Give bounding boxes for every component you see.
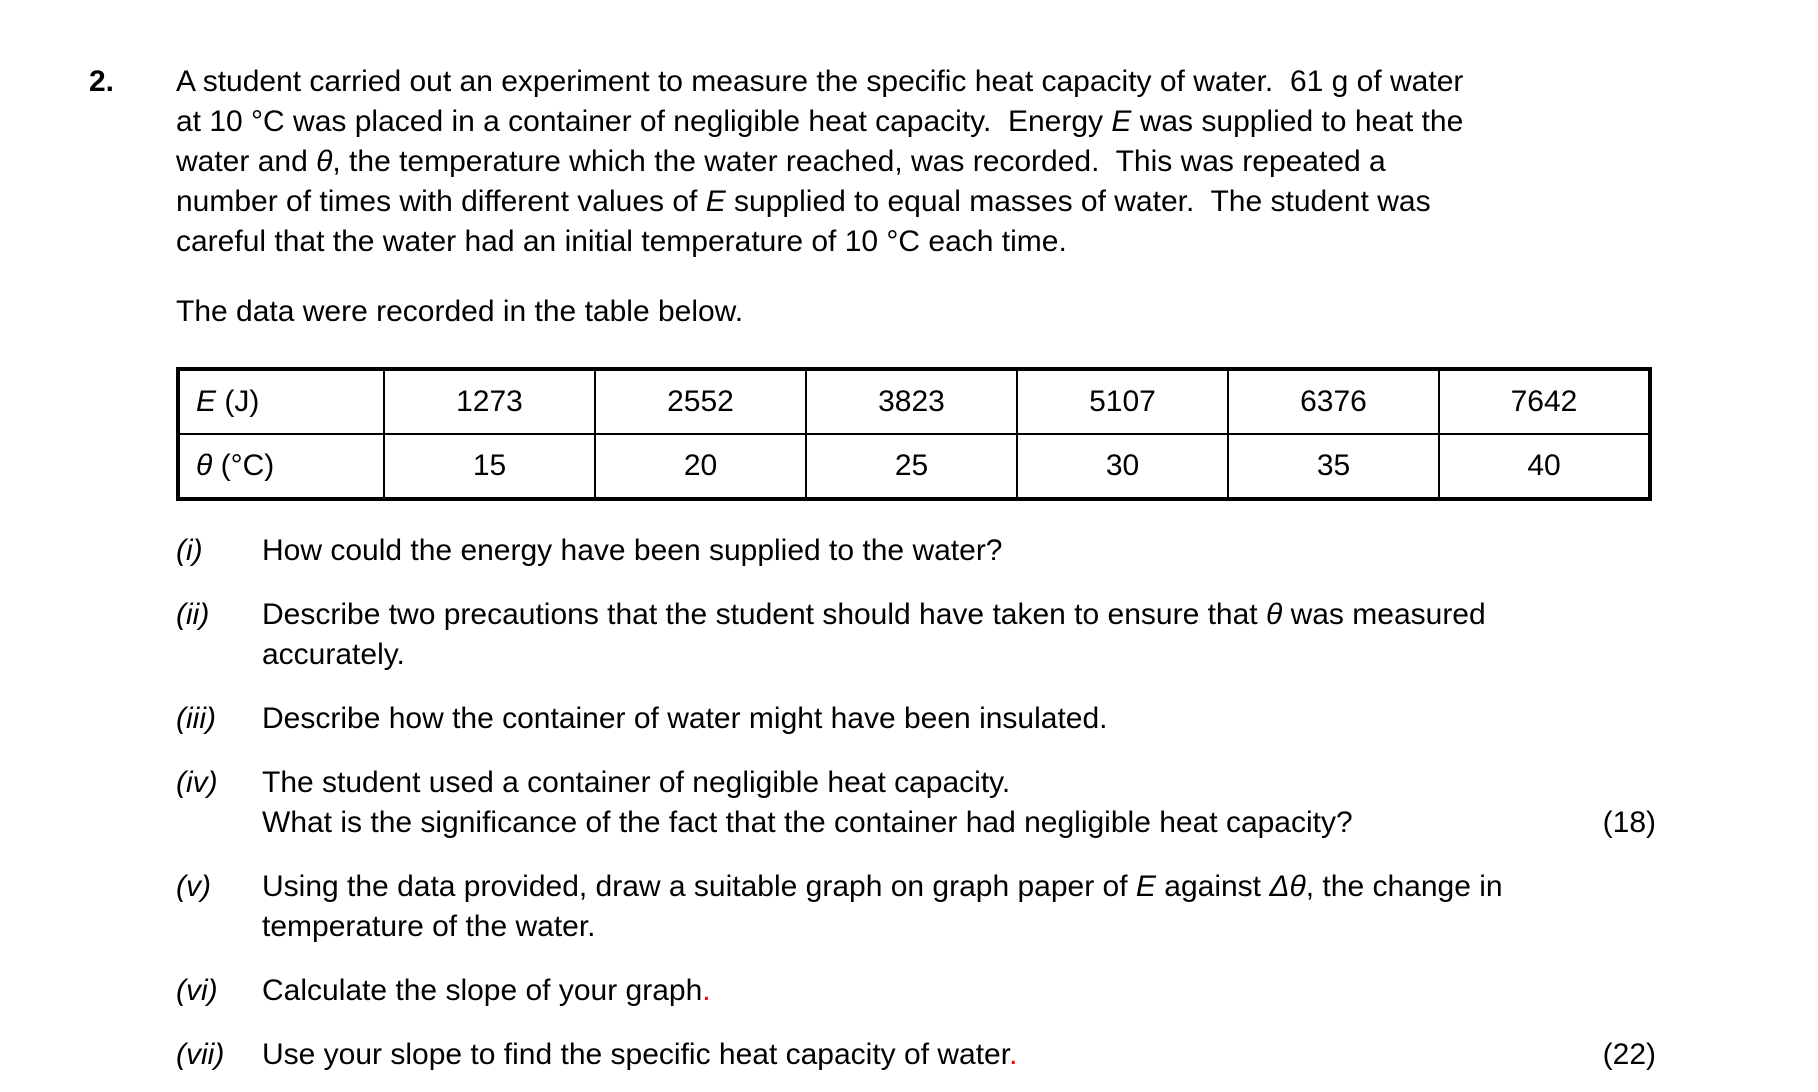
row-header-temperature (178, 434, 384, 499)
sub-question-i (176, 531, 1656, 571)
text-segment: Describe two precautions that the student should have taken to ensure that (262, 598, 1266, 631)
item-text (262, 1035, 1017, 1075)
item-body-ii (262, 595, 1656, 675)
table-cell-energy-6: 7642 (1439, 369, 1650, 434)
text-segment: What is the significance of the fact that the container had negligible heat capacity? (262, 806, 1353, 839)
table-cell-temp-2: 20 (595, 434, 806, 499)
text-segment: careful that the water had an initial temperature of 10 °C each time. (176, 225, 1067, 258)
sub-question-ii (176, 595, 1656, 675)
text-segment: . (1009, 1038, 1018, 1071)
text-segment: The student used a container of negligible heat capacity. (262, 766, 1011, 799)
item-text (262, 971, 1656, 1011)
intro-paragraph (176, 62, 1818, 262)
item-body-vii (262, 1035, 1656, 1075)
sub-question-vi (176, 971, 1656, 1011)
text-segment: . (702, 974, 711, 1007)
item-text (262, 907, 1656, 947)
intro-line-4 (176, 182, 1818, 222)
text-segment: (°C) (212, 449, 275, 482)
item-text (262, 699, 1656, 739)
item-label-vi: (vi) (176, 974, 218, 1007)
item-label-v: (v) (176, 870, 211, 903)
item-label-vii: (vii) (176, 1038, 225, 1071)
intro-line-3 (176, 142, 1818, 182)
question-number: 2. (89, 65, 115, 98)
row-header-energy (178, 369, 384, 434)
text-segment: against (1155, 870, 1270, 903)
text-segment: Describe how the container of water might have been insulated. (262, 702, 1108, 735)
text-segment: at 10 °C was placed in a container of negligible heat capacity. Energy (176, 105, 1112, 138)
marks-badge-22: (22) (1602, 1038, 1656, 1071)
text-segment: Using the data provided, draw a suitable graph on graph paper of (262, 870, 1136, 903)
intro-line-1 (176, 62, 1818, 102)
item-text (262, 635, 1656, 675)
text-segment: , the temperature which the water reached, was recorded. This was repeated a (332, 145, 1386, 178)
item-label-ii: (ii) (176, 598, 210, 631)
text-segment: E (1111, 105, 1132, 138)
sub-question-vii (176, 1035, 1656, 1075)
intro-line-2 (176, 102, 1818, 142)
table-row-energy (178, 369, 1650, 434)
sub-question-iii (176, 699, 1656, 739)
question-content (176, 62, 1818, 1075)
item-label-iii: (iii) (176, 702, 216, 735)
item-text-with-mark (262, 803, 1656, 843)
table-cell-temp-5: 35 (1228, 434, 1439, 499)
table-row-temperature (178, 434, 1650, 499)
text-segment: Δθ (1269, 870, 1306, 903)
marks-badge-18: (18) (1602, 806, 1656, 839)
item-text (262, 531, 1656, 571)
table-cell-temp-6: 40 (1439, 434, 1650, 499)
item-text (262, 867, 1656, 907)
text-segment: Use your slope to find the specific heat capacity of water (262, 1038, 1010, 1071)
question-block (89, 62, 1818, 1075)
text-segment: θ (1265, 598, 1283, 631)
text-segment: (J) (216, 385, 260, 418)
table-cell-energy-1: 1273 (384, 369, 595, 434)
text-segment: accurately. (262, 638, 405, 671)
sub-question-iv (176, 763, 1656, 843)
sub-question-v (176, 867, 1656, 947)
item-text (262, 763, 1656, 803)
text-segment: was supplied to heat the (1131, 105, 1464, 138)
table-cell-energy-2: 2552 (595, 369, 806, 434)
item-label-iv: (iv) (176, 766, 218, 799)
table-cell-temp-1: 15 (384, 434, 595, 499)
text-segment: E (196, 385, 217, 418)
text-segment: E (705, 185, 726, 218)
table-cell-temp-4: 30 (1017, 434, 1228, 499)
text-segment: , the change in (1305, 870, 1503, 903)
item-text-with-mark (262, 1035, 1656, 1075)
text-segment: was measured (1282, 598, 1486, 631)
table-caption: The data were recorded in the table below. (176, 295, 744, 328)
table-cell-energy-4: 5107 (1017, 369, 1228, 434)
table-cell-energy-5: 6376 (1228, 369, 1439, 434)
text-segment: Calculate the slope of your graph (262, 974, 703, 1007)
item-label-i: (i) (176, 534, 203, 567)
text-segment: θ (316, 145, 333, 178)
item-body-iii (262, 699, 1656, 739)
item-body-v (262, 867, 1656, 947)
item-body-vi (262, 971, 1656, 1011)
text-segment: number of times with different values of (176, 185, 706, 218)
text-segment: A student carried out an experiment to measure the specific heat capacity of water. 61 g of water (176, 65, 1464, 98)
text-segment: θ (196, 449, 213, 482)
text-segment: E (1135, 870, 1156, 903)
data-table (176, 367, 1652, 501)
text-segment: water and (176, 145, 317, 178)
item-body-i (262, 531, 1656, 571)
item-text (262, 595, 1656, 635)
sub-questions (176, 531, 1818, 1075)
text-segment: How could the energy have been supplied to the water? (262, 534, 1003, 567)
table-cell-temp-3: 25 (806, 434, 1017, 499)
item-body-iv (262, 763, 1656, 843)
text-segment: supplied to equal masses of water. The student was (725, 185, 1431, 218)
item-text (262, 803, 1353, 843)
table-cell-energy-3: 3823 (806, 369, 1017, 434)
text-segment: temperature of the water. (262, 910, 596, 943)
intro-line-5 (176, 222, 1818, 262)
